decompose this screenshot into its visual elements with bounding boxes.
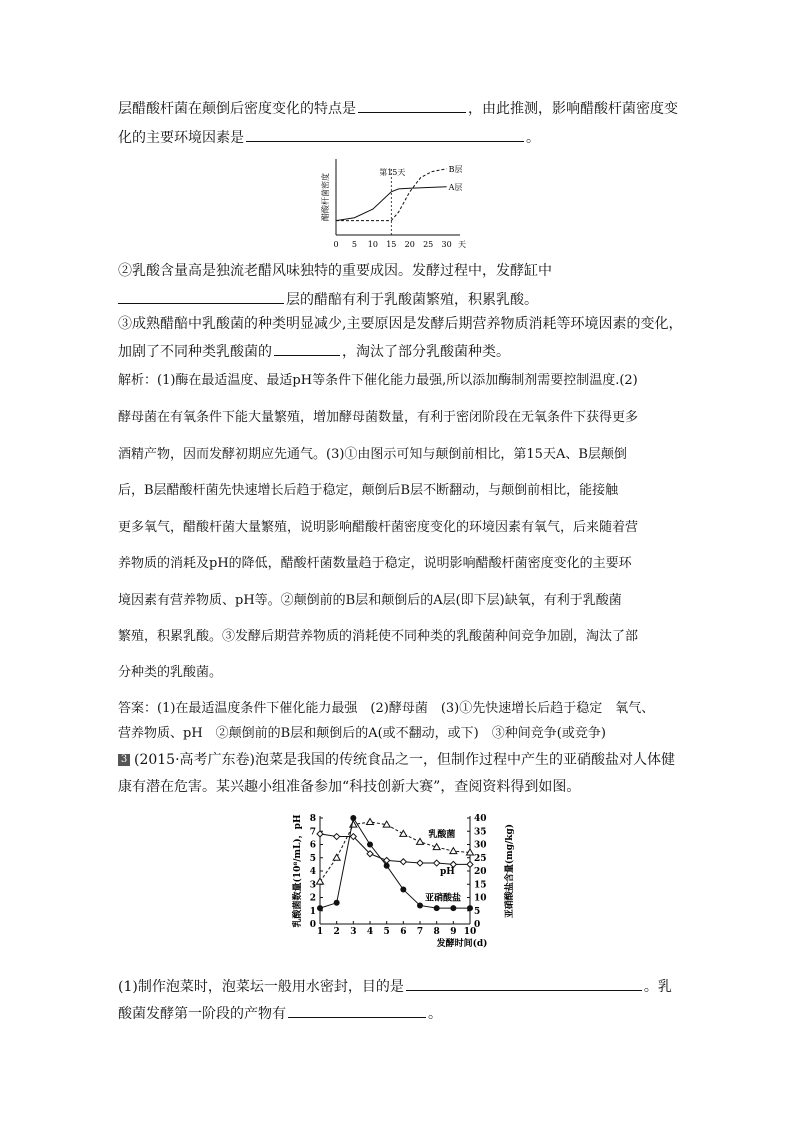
answer-line: 营养物质、pH ②颠倒前的B层和颠倒后的A(或不翻动，或下) ③种间竞争(或竞争) [118, 726, 606, 741]
y-left-tick-label: 0 [309, 920, 316, 930]
y-left-tick-label: 3 [309, 880, 316, 891]
data-point-ph [434, 860, 440, 866]
data-point-ph [400, 859, 406, 865]
x-tick-label: 6 [400, 927, 407, 937]
analysis-line: 酒精产物，因而发酵初期应先通气。(3)①由图示可知与颠倒前相比，第15天A、B层颠倒 [118, 447, 627, 462]
y-left-tick-label: 2 [309, 893, 316, 904]
data-point-ph [317, 831, 323, 837]
answer-blank[interactable] [406, 976, 642, 991]
annotation-day15: 第15天 [379, 168, 406, 177]
question-line: (1)制作泡菜时，泡菜坛一般用水密封，目的是 。乳 [118, 976, 672, 996]
y-left-tick-label: 6 [309, 840, 316, 851]
y-right-tick-label: 0 [474, 920, 481, 930]
question-line: 化的主要环境因素是 。 [118, 127, 540, 147]
x-tick-label: 9 [450, 927, 457, 937]
x-tick-label: 25 [423, 240, 434, 249]
question-line: 加剧了不同种类乳酸菌的 ，淘汰了部分乳酸菌种类。 [118, 341, 510, 361]
x-tick-label: 7 [416, 927, 424, 937]
y-right-tick-label: 30 [474, 840, 487, 851]
data-point-nitrite [467, 905, 473, 911]
x-tick-label: 30 [441, 240, 452, 249]
data-point-nitrite [434, 905, 440, 911]
x-tick-label: 4 [366, 927, 374, 937]
analysis-line: 酵母菌在有氧条件下能大量繁殖，增加酵母菌数量，有利于密闭阶段在无氧条件下获得更多 [118, 410, 639, 425]
answer-blank[interactable] [118, 289, 284, 304]
analysis-line: 养物质的消耗及pH的降低，醋酸杆菌数量趋于稳定，说明影响醋酸杆菌密度变化的主要环 [118, 556, 632, 571]
y-right-tick-label: 20 [474, 867, 487, 877]
series-line-a [336, 187, 447, 221]
answer-blank[interactable] [274, 341, 340, 356]
x-tick-label: 15 [386, 240, 397, 249]
question-line: 3 (2015·高考广东卷)泡菜是我国的传统食品之一，但制作过程中产生的亚硝酸盐对人体健 [118, 751, 675, 769]
y-left-tick-label: 8 [309, 814, 316, 824]
x-tick-label: 2 [333, 927, 340, 937]
answer-blank[interactable] [358, 98, 466, 113]
y-left-axis-label: 乳酸菌数量(10⁸/mL)，pH [293, 814, 303, 928]
series-label: A层 [448, 182, 463, 192]
data-point-lactobacillus [417, 838, 424, 844]
y-right-tick-label: 40 [474, 814, 487, 824]
lactobacillus-ph-nitrite-chart [290, 808, 520, 970]
y-right-tick-label: 5 [474, 906, 481, 917]
analysis-line: 分种类的乳酸菌。 [118, 665, 223, 680]
y-left-tick-label: 1 [309, 906, 316, 917]
y-left-tick-label: 7 [309, 827, 316, 838]
y-axis-label: 醋酸杆菌密度 [321, 173, 330, 221]
data-point-ph [417, 860, 423, 866]
analysis-line: 后，B层醋酸杆菌先快速增长后趋于稳定，颠倒后B层不断翻动，与颠倒前相比，能接触 [118, 483, 619, 498]
x-tick-label: 5 [351, 240, 357, 249]
series-label: 亚硝酸盐 [425, 893, 462, 904]
question-line: 康有潜在危害。某兴趣小组准备参加“科技创新大赛”，查阅资料得到如图。 [118, 779, 581, 795]
x-tick-label: 3 [350, 927, 357, 937]
y-right-tick-label: 25 [474, 853, 487, 864]
x-tick-label: 1 [316, 927, 324, 937]
data-point-nitrite [334, 900, 340, 906]
question-line: ②乳酸含量高是独流老醋风味独特的重要成因。发酵过程中，发酵缸中 [118, 263, 552, 279]
analysis-line: 解析：(1)酶在最适温度、最适pH等条件下催化能力最强,所以添加酶制剂需要控制温度.(2) [118, 373, 638, 388]
answer-blank[interactable] [246, 127, 524, 142]
data-point-lactobacillus [367, 818, 374, 824]
series-label: B层 [448, 164, 463, 174]
series-label: 乳酸菌 [428, 830, 456, 841]
answer-blank[interactable] [288, 1003, 426, 1018]
data-point-nitrite [400, 887, 406, 893]
y-right-tick-label: 35 [474, 827, 487, 838]
x-tick-label: 10 [463, 927, 477, 937]
x-tick-label: 10 [367, 240, 378, 249]
data-point-lactobacillus [317, 878, 324, 884]
question-line: 层醋酸杆菌在颠倒后密度变化的特点是 ，由此推测，影响醋酸杆菌密度变 [118, 98, 678, 118]
series-label: pH [440, 867, 455, 877]
data-point-ph [467, 861, 473, 867]
y-right-axis-label: 亚硝酸盐含量(mg/kg) [505, 823, 515, 919]
question-number-badge: 3 [118, 754, 130, 766]
data-point-lactobacillus [450, 848, 457, 854]
question-line: ③成熟醋醅中乳酸菌的种类明显减少,主要原因是发酵后期营养物质消耗等环境因素的变化， [118, 316, 683, 332]
x-tick-label: 0 [333, 240, 339, 249]
x-tick-label: 20 [404, 240, 415, 249]
data-point-nitrite [350, 815, 356, 821]
x-tick-label: 5 [383, 927, 390, 937]
analysis-line: 繁殖，积累乳酸。③发酵后期营养物质的消耗使不同种类的乳酸菌种间竞争加剧，淘汰了部 [118, 629, 639, 644]
data-point-lactobacillus [333, 854, 340, 860]
y-left-tick-label: 5 [309, 853, 316, 864]
y-left-tick-label: 4 [309, 867, 316, 877]
data-point-lactobacillus [400, 830, 407, 836]
question-line: 层的醋醅有利于乳酸菌繁殖，积累乳酸。 [118, 289, 538, 309]
analysis-line: 境因素有营养物质、pH等。②颠倒前的B层和颠倒后的A层(即下层)缺氧，有利于乳酸菌 [118, 593, 622, 608]
acetobacter-density-chart [318, 155, 478, 253]
data-point-nitrite [317, 905, 323, 911]
x-unit-label: 天 [458, 240, 466, 249]
data-point-nitrite [417, 902, 423, 908]
data-point-nitrite [384, 863, 390, 869]
question-line: 酸菌发酵第一阶段的产物有 。 [118, 1003, 442, 1023]
data-point-nitrite [367, 842, 373, 848]
data-point-ph [334, 834, 340, 840]
y-right-tick-label: 15 [474, 880, 487, 891]
analysis-line: 更多氧气，醋酸杆菌大量繁殖，说明影响醋酸杆菌密度变化的环境因素有氧气，后来随着营 [118, 520, 639, 535]
x-tick-label: 8 [433, 927, 440, 937]
data-point-nitrite [450, 905, 456, 911]
x-axis-label: 发酵时间(d) [436, 939, 488, 949]
y-right-tick-label: 10 [474, 893, 487, 904]
answer-line: 答案：(1)在最适温度条件下催化能力最强 (2)酵母菌 (3)①先快速增长后趋于稳定 氧气、 [118, 701, 655, 716]
